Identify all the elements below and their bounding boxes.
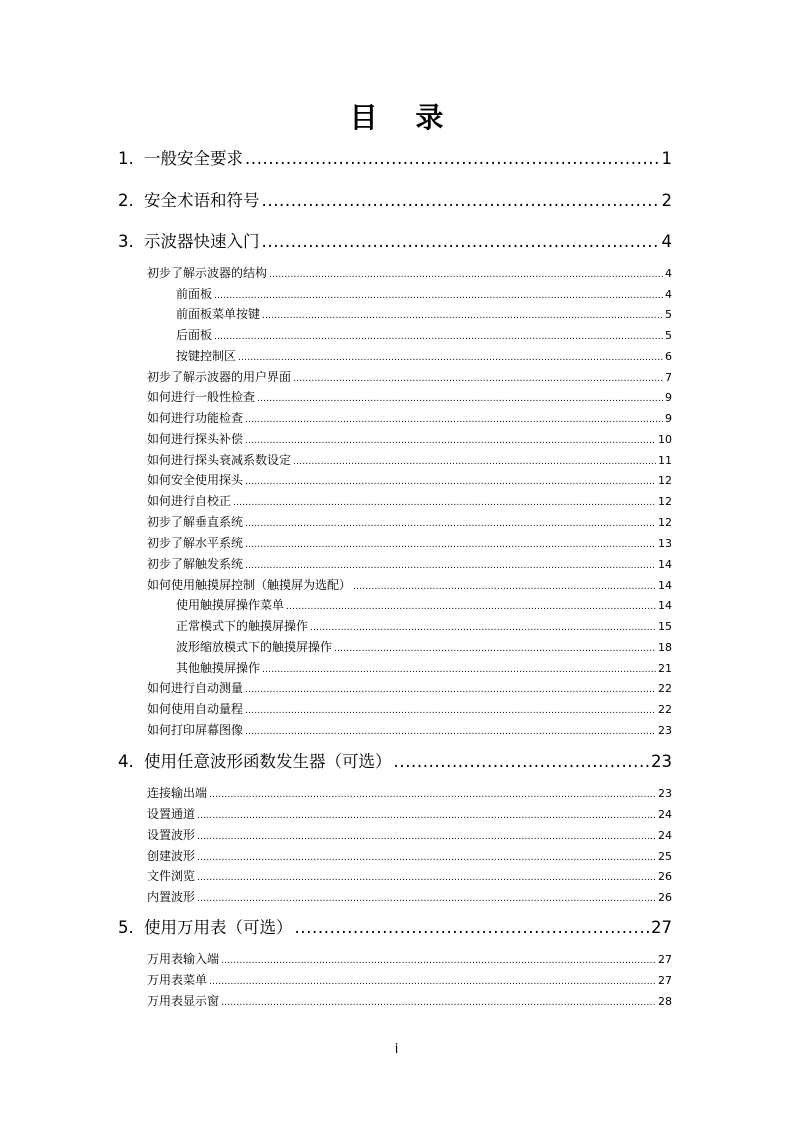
toc-page-number: 11 xyxy=(658,454,672,467)
toc-entry-section[interactable] xyxy=(147,513,672,531)
toc-entry-section[interactable] xyxy=(147,534,672,552)
toc-page-number: 2 xyxy=(661,191,672,210)
toc-page-number: 14 xyxy=(658,579,672,592)
toc-page-number: 5 xyxy=(665,308,672,321)
toc-chapter-number: 1. xyxy=(118,149,134,168)
toc-entry-title: 文件浏览 xyxy=(147,869,196,883)
toc-dot-leader xyxy=(295,915,650,941)
toc-dot-leader xyxy=(245,432,656,450)
toc-dot-leader xyxy=(245,515,656,533)
toc-dot-leader xyxy=(209,786,656,804)
toc-entry-section[interactable] xyxy=(147,368,672,386)
toc-page-number: 9 xyxy=(665,391,672,404)
toc-dot-leader xyxy=(209,973,656,991)
page-number-footer: i xyxy=(394,1042,399,1057)
toc-page-number: 14 xyxy=(658,599,672,612)
toc-entry-title: 使用万用表（可选） xyxy=(144,918,293,937)
toc-chapter-number: 3. xyxy=(118,232,134,251)
toc-dot-leader xyxy=(262,188,660,214)
page-title: 目 录 xyxy=(349,101,458,134)
toc-entry-section[interactable] xyxy=(147,700,672,718)
toc-dot-leader xyxy=(293,370,663,388)
toc-page-number: 21 xyxy=(658,662,672,675)
toc-page-number: 4 xyxy=(661,232,672,251)
toc-page-number: 22 xyxy=(658,703,672,716)
toc-dot-leader xyxy=(214,287,663,305)
toc-entry-title: 初步了解垂直系统 xyxy=(147,515,244,529)
toc-entry-section[interactable] xyxy=(147,867,672,885)
toc-entry-title: 设置通道 xyxy=(147,807,196,821)
toc-page-number: 13 xyxy=(658,537,672,550)
toc-page-number: 4 xyxy=(665,288,672,301)
toc-entry-section[interactable] xyxy=(147,264,672,282)
toc-page-number: 1 xyxy=(661,149,672,168)
toc-entry-section[interactable] xyxy=(147,555,672,573)
toc-entry-title: 连接输出端 xyxy=(147,786,208,800)
toc-entry-title: 如何进行自动测量 xyxy=(147,681,244,695)
toc-entry-section[interactable] xyxy=(147,826,672,844)
toc-entry-subsection[interactable] xyxy=(176,285,672,303)
toc-page-number: 23 xyxy=(651,752,672,771)
toc-dot-leader xyxy=(245,536,656,554)
toc-dot-leader xyxy=(262,229,660,255)
toc-page-number: 4 xyxy=(665,267,672,280)
toc-entry-title: 按键控制区 xyxy=(176,349,237,363)
toc-entry-section[interactable] xyxy=(147,888,672,906)
toc-page-number: 23 xyxy=(658,787,672,800)
toc-entry-section[interactable] xyxy=(147,805,672,823)
toc-entry-section[interactable] xyxy=(147,847,672,865)
toc-page-number: 28 xyxy=(658,995,672,1008)
toc-page-number: 26 xyxy=(658,870,672,883)
toc-page-number: 12 xyxy=(658,474,672,487)
toc-entry-title: 正常模式下的触摸屏操作 xyxy=(176,619,309,633)
toc-entry-title: 波形缩放模式下的触摸屏操作 xyxy=(176,640,333,654)
toc-entry-title: 如何打印屏幕图像 xyxy=(147,723,244,737)
toc-entry-section[interactable] xyxy=(147,971,672,989)
toc-entry-title: 如何进行探头衰减系数设定 xyxy=(147,453,292,467)
toc-entry-title: 使用触摸屏操作菜单 xyxy=(176,598,285,612)
toc-page-number: 6 xyxy=(665,350,672,363)
toc-entry-chapter[interactable] xyxy=(118,188,672,214)
toc-chapter-number: 2. xyxy=(118,191,134,210)
toc-entry-section[interactable] xyxy=(147,409,672,427)
toc-page-number: 22 xyxy=(658,682,672,695)
toc-entry-title: 后面板 xyxy=(176,328,213,342)
toc-page-number: 26 xyxy=(658,891,672,904)
toc-dot-leader xyxy=(197,890,656,908)
toc-entry-title: 创建波形 xyxy=(147,849,196,863)
toc-entry-title: 如何使用自动量程 xyxy=(147,702,244,716)
toc-page-number: 23 xyxy=(658,724,672,737)
toc-entry-chapter[interactable] xyxy=(118,915,672,941)
toc-entry-section[interactable] xyxy=(147,388,672,406)
toc-dot-leader xyxy=(262,307,663,325)
toc-dot-leader xyxy=(262,661,656,679)
toc-page-number: 27 xyxy=(651,918,672,937)
toc-dot-leader xyxy=(245,411,663,429)
toc-dot-leader xyxy=(221,994,656,1012)
toc-entry-title: 如何进行一般性检查 xyxy=(147,390,256,404)
toc-dot-leader xyxy=(245,473,656,491)
toc-page-number: 24 xyxy=(658,808,672,821)
toc-entry-chapter[interactable] xyxy=(118,146,672,172)
toc-entry-title: 如何安全使用探头 xyxy=(147,473,244,487)
toc-page-number: 9 xyxy=(665,412,672,425)
toc-entry-title: 示波器快速入门 xyxy=(144,232,260,251)
toc-dot-leader xyxy=(293,453,656,471)
toc-page-number: 25 xyxy=(658,850,672,863)
toc-entry-section[interactable] xyxy=(147,492,672,510)
toc-chapter-number: 4. xyxy=(118,752,134,771)
toc-entry-title: 万用表输入端 xyxy=(147,952,220,966)
toc-entry-section[interactable] xyxy=(147,950,672,968)
toc-dot-leader xyxy=(353,578,656,596)
toc-entry-subsection[interactable] xyxy=(176,659,672,677)
toc-dot-leader xyxy=(245,681,656,699)
toc-entry-section[interactable] xyxy=(147,471,672,489)
toc-entry-section[interactable] xyxy=(147,992,672,1010)
toc-entry-subsection[interactable] xyxy=(176,617,672,635)
toc-dot-leader xyxy=(245,723,656,741)
toc-entry-section[interactable] xyxy=(147,784,672,802)
toc-page-number: 7 xyxy=(665,371,672,384)
toc-dot-leader xyxy=(269,266,663,284)
toc-entry-title: 使用任意波形函数发生器（可选） xyxy=(144,752,392,771)
toc-entry-chapter[interactable] xyxy=(118,749,672,775)
toc-dot-leader xyxy=(214,328,663,346)
toc-dot-leader xyxy=(310,619,656,637)
toc-entry-title: 初步了解示波器的用户界面 xyxy=(147,370,292,384)
toc-entry-section[interactable] xyxy=(147,679,672,697)
toc-entry-title: 其他触摸屏操作 xyxy=(176,661,261,675)
toc-dot-leader xyxy=(221,952,656,970)
toc-entry-subsection[interactable] xyxy=(176,326,672,344)
toc-dot-leader xyxy=(197,807,656,825)
toc-entry-subsection[interactable] xyxy=(176,305,672,323)
toc-dot-leader xyxy=(286,598,656,616)
toc-entry-chapter[interactable] xyxy=(118,229,672,255)
toc-page-number: 14 xyxy=(658,558,672,571)
toc-page-number: 27 xyxy=(658,953,672,966)
toc-page-number: 12 xyxy=(658,495,672,508)
toc-entry-title: 前面板 xyxy=(176,287,213,301)
toc-entry-title: 内置波形 xyxy=(147,890,196,904)
toc-dot-leader xyxy=(233,494,656,512)
toc-page-number: 24 xyxy=(658,829,672,842)
toc-entry-title: 如何进行自校正 xyxy=(147,494,232,508)
toc-dot-leader xyxy=(334,640,656,658)
toc-entry-title: 如何进行功能检查 xyxy=(147,411,244,425)
toc-dot-leader xyxy=(245,557,656,575)
toc-dot-leader xyxy=(197,828,656,846)
toc-entry-title: 初步了解水平系统 xyxy=(147,536,244,550)
toc-page-number: 27 xyxy=(658,974,672,987)
toc-dot-leader xyxy=(257,390,663,408)
toc-dot-leader xyxy=(394,749,650,775)
toc-page-number: 5 xyxy=(665,329,672,342)
toc-entry-title: 如何使用触摸屏控制（触摸屏为选配） xyxy=(147,578,352,592)
toc-entry-title: 前面板菜单按键 xyxy=(176,307,261,321)
toc-dot-leader xyxy=(197,849,656,867)
toc-entry-section[interactable] xyxy=(147,721,672,739)
toc-entry-title: 万用表菜单 xyxy=(147,973,208,987)
toc-entry-title: 设置波形 xyxy=(147,828,196,842)
toc-entry-section[interactable] xyxy=(147,451,672,469)
toc-page-number: 18 xyxy=(658,641,672,654)
toc-entry-title: 初步了解示波器的结构 xyxy=(147,266,268,280)
toc-entry-title: 安全术语和符号 xyxy=(144,191,260,210)
toc-entry-title: 初步了解触发系统 xyxy=(147,557,244,571)
toc-page-number: 12 xyxy=(658,516,672,529)
toc-dot-leader xyxy=(245,702,656,720)
toc-page-number: 10 xyxy=(658,433,672,446)
toc-page-number: 15 xyxy=(658,620,672,633)
toc-entry-subsection[interactable] xyxy=(176,347,672,365)
toc-dot-leader xyxy=(238,349,663,367)
toc-entry-title: 如何进行探头补偿 xyxy=(147,432,244,446)
toc-entry-section[interactable] xyxy=(147,576,672,594)
toc-entry-section[interactable] xyxy=(147,430,672,448)
toc-dot-leader xyxy=(245,146,660,172)
toc-entry-subsection[interactable] xyxy=(176,596,672,614)
toc-chapter-number: 5. xyxy=(118,918,134,937)
toc-dot-leader xyxy=(197,869,656,887)
toc-entry-subsection[interactable] xyxy=(176,638,672,656)
toc-entry-title: 万用表显示窗 xyxy=(147,994,220,1008)
toc-entry-title: 一般安全要求 xyxy=(144,149,243,168)
